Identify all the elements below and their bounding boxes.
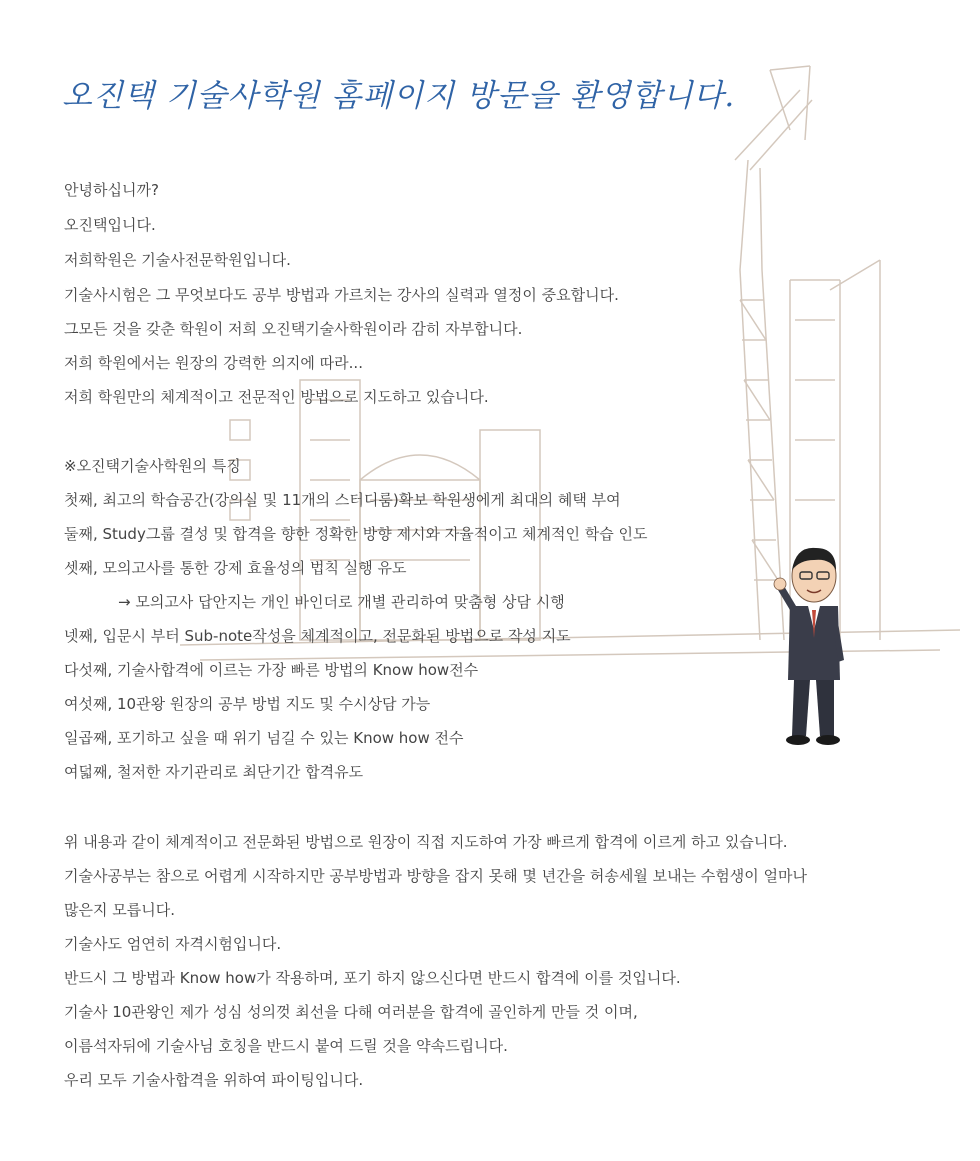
greeting-line: 그모든 것을 갖춘 학원이 저희 오진택기술사학원이라 감히 자부합니다.: [64, 320, 523, 338]
closing-line: 기술사공부는 참으로 어렵게 시작하지만 공부방법과 방향을 잡지 못해 몇 년간을 허송세월 보내는 수험생이 얼마나: [64, 867, 808, 885]
feature-sub-item: → 모의고사 답안지는 개인 바인더로 개별 관리하여 맞춤형 상담 시행: [118, 593, 565, 611]
greeting-line: 오진택입니다.: [64, 216, 156, 234]
closing-line: 이름석자뒤에 기술사님 호칭을 반드시 붙여 드릴 것을 약속드립니다.: [64, 1037, 508, 1055]
director-cartoon-figure-icon: [770, 540, 850, 750]
greeting-line: 저희 학원에서는 원장의 강력한 의지에 따라...: [64, 354, 363, 372]
features-title: ※오진택기술사학원의 특징: [64, 457, 241, 475]
page-title: 오진택 기술사학원 홈페이지 방문을 환영합니다.: [62, 78, 736, 114]
closing-line: 위 내용과 같이 체계적이고 전문화된 방법으로 원장이 직접 지도하여 가장 빠르게 합격에 이르게 하고 있습니다.: [64, 833, 788, 851]
greeting-line: 안녕하십니까?: [64, 181, 159, 199]
feature-item: 여덟째, 철저한 자기관리로 최단기간 합격유도: [64, 763, 364, 781]
closing-line: 우리 모두 기술사합격을 위하여 파이팅입니다.: [64, 1071, 364, 1089]
greeting-line: 저희학원은 기술사전문학원입니다.: [64, 251, 291, 269]
closing-line: 기술사도 엄연히 자격시험입니다.: [64, 935, 282, 953]
closing-line: 많은지 모릅니다.: [64, 901, 175, 919]
greeting-line: 저희 학원만의 체계적이고 전문적인 방법으로 지도하고 있습니다.: [64, 388, 489, 406]
greeting-line: 기술사시험은 그 무엇보다도 공부 방법과 가르치는 강사의 실력과 열정이 중요합니다.: [64, 286, 619, 304]
feature-item: 셋째, 모의고사를 통한 강제 효율성의 법칙 실행 유도: [64, 559, 407, 577]
feature-item: 여섯째, 10관왕 원장의 공부 방법 지도 및 수시상담 가능: [64, 695, 431, 713]
feature-item: 둘째, Study그룹 결성 및 합격을 향한 정확한 방향 제시와 자율적이고 체계적인 학습 인도: [64, 525, 648, 543]
feature-item: 넷째, 입문시 부터 Sub-note작성을 체계적이고, 전문화된 방법으로 작성 지도: [64, 627, 571, 645]
closing-line: 반드시 그 방법과 Know how가 작용하며, 포기 하지 않으신다면 반드시 합격에 이를 것입니다.: [64, 969, 681, 987]
closing-line: 기술사 10관왕인 제가 성심 성의껏 최선을 다해 여러분을 합격에 골인하게 만들 것 이며,: [64, 1003, 638, 1021]
feature-item: 다섯째, 기술사합격에 이르는 가장 빠른 방법의 Know how전수: [64, 661, 479, 679]
feature-item: 첫째, 최고의 학습공간(강의실 및 11개의 스터디룸)확보 학원생에게 최대의 혜택 부여: [64, 491, 621, 509]
feature-item: 일곱째, 포기하고 싶을 때 위기 넘길 수 있는 Know how 전수: [64, 729, 464, 747]
